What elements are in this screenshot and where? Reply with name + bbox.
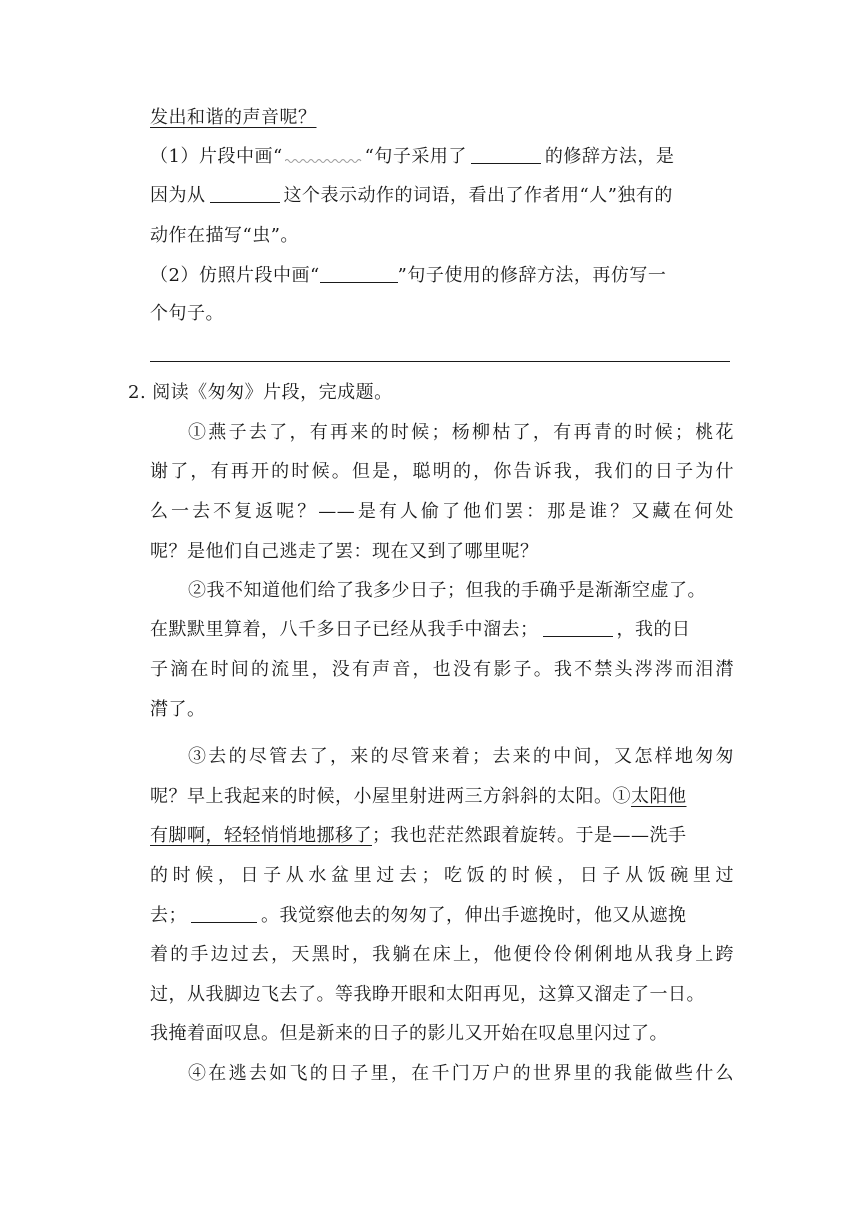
p1-line1: ①燕子去了，有再来的时候；杨柳枯了，有再青的时候；桃花 bbox=[188, 422, 734, 443]
p3-line6: 着的手边过去，天黑时，我躺在床上，他便伶伶俐俐地从我身上跨 bbox=[150, 944, 734, 965]
p2-line1: ②我不知道他们给了我多少日子；但我的手确乎是渐渐空虚了。 bbox=[188, 580, 706, 601]
p2-line4: 潸了。 bbox=[150, 699, 206, 720]
answer-blank[interactable] bbox=[320, 264, 398, 283]
q1-passage-last-line: 发出和谐的声音呢？ bbox=[150, 107, 317, 128]
p3-line7: 过，从我脚边飞去了。等我睁开眼和太阳再见，这算又溜走了一日。 bbox=[150, 984, 705, 1005]
p4-line1: ④在逃去如飞的日子里，在千门万户的世界里的我能做些什么 bbox=[188, 1063, 734, 1084]
answer-blank[interactable] bbox=[191, 904, 257, 923]
q1-sub1-line2: 因为从 这个表示动作的词语，看出了作者用“人”独有的 bbox=[150, 185, 673, 206]
p2-line2: 在默默里算着，八千多日子已经从我手中溜去； ，我的日 bbox=[150, 619, 691, 640]
p3-line8: 我掩着面叹息。但是新来的日子的影儿又开始在叹息里闪过了。 bbox=[150, 1023, 668, 1044]
p3-line2: 呢？早上我起来的时候，小屋里射进两三方斜斜的太阳。①太阳他 bbox=[150, 786, 687, 807]
p3-line1: ③去的尽管去了，来的尽管来着；去来的中间，又怎样地匆匆 bbox=[188, 746, 734, 767]
p3-line5: 去； 。我觉察他去的匆匆了，伸出手遮挽时，他又从遮挽 bbox=[150, 905, 687, 926]
underlined-sentence: 太阳他 bbox=[631, 786, 687, 807]
p1-line4: 呢？是他们自己逃走了罢：现在又到了哪里呢？ bbox=[150, 541, 539, 562]
answer-blank[interactable] bbox=[543, 618, 613, 637]
answer-blank[interactable] bbox=[210, 184, 280, 203]
q2-number: 2. bbox=[128, 382, 147, 403]
p1-line2: 谢了，有再开的时候。但是，聪明的，你告诉我，我们的日子为什 bbox=[150, 461, 734, 482]
answer-blank[interactable] bbox=[471, 145, 541, 164]
p3-line3: 有脚啊，轻轻悄悄地挪移了；我也茫茫然跟着旋转。于是——洗手 bbox=[150, 825, 687, 846]
q1-sub1-line3: 动作在描写“虫”。 bbox=[150, 225, 299, 246]
p1-line3: 么一去不复返呢？——是有人偷了他们罢：那是谁？又藏在何处 bbox=[150, 501, 734, 522]
q1-sub1-line1: （1）片段中画“ “句子采用了 的修辞方法，是 bbox=[150, 146, 675, 167]
q1-sub2-line2: 个句子。 bbox=[150, 303, 224, 324]
answer-writing-line[interactable] bbox=[150, 361, 730, 362]
p2-line3: 子滴在时间的流里，没有声音，也没有影子。我不禁头涔涔而泪潸 bbox=[150, 659, 734, 680]
q2-title: 阅读《匆匆》片段，完成题。 bbox=[152, 382, 393, 403]
underlined-sentence: 有脚啊，轻轻悄悄地挪移了 bbox=[150, 825, 372, 846]
p3-line4: 的时候，日子从水盆里过去；吃饭的时候，日子从饭碗里过 bbox=[150, 865, 734, 886]
q2-heading bbox=[128, 381, 712, 405]
q1-sub2-line1: （2）仿照片段中画“ ”句子使用的修辞方法，再仿写一 bbox=[150, 265, 667, 286]
wavy-underline-blank[interactable] bbox=[285, 152, 363, 164]
